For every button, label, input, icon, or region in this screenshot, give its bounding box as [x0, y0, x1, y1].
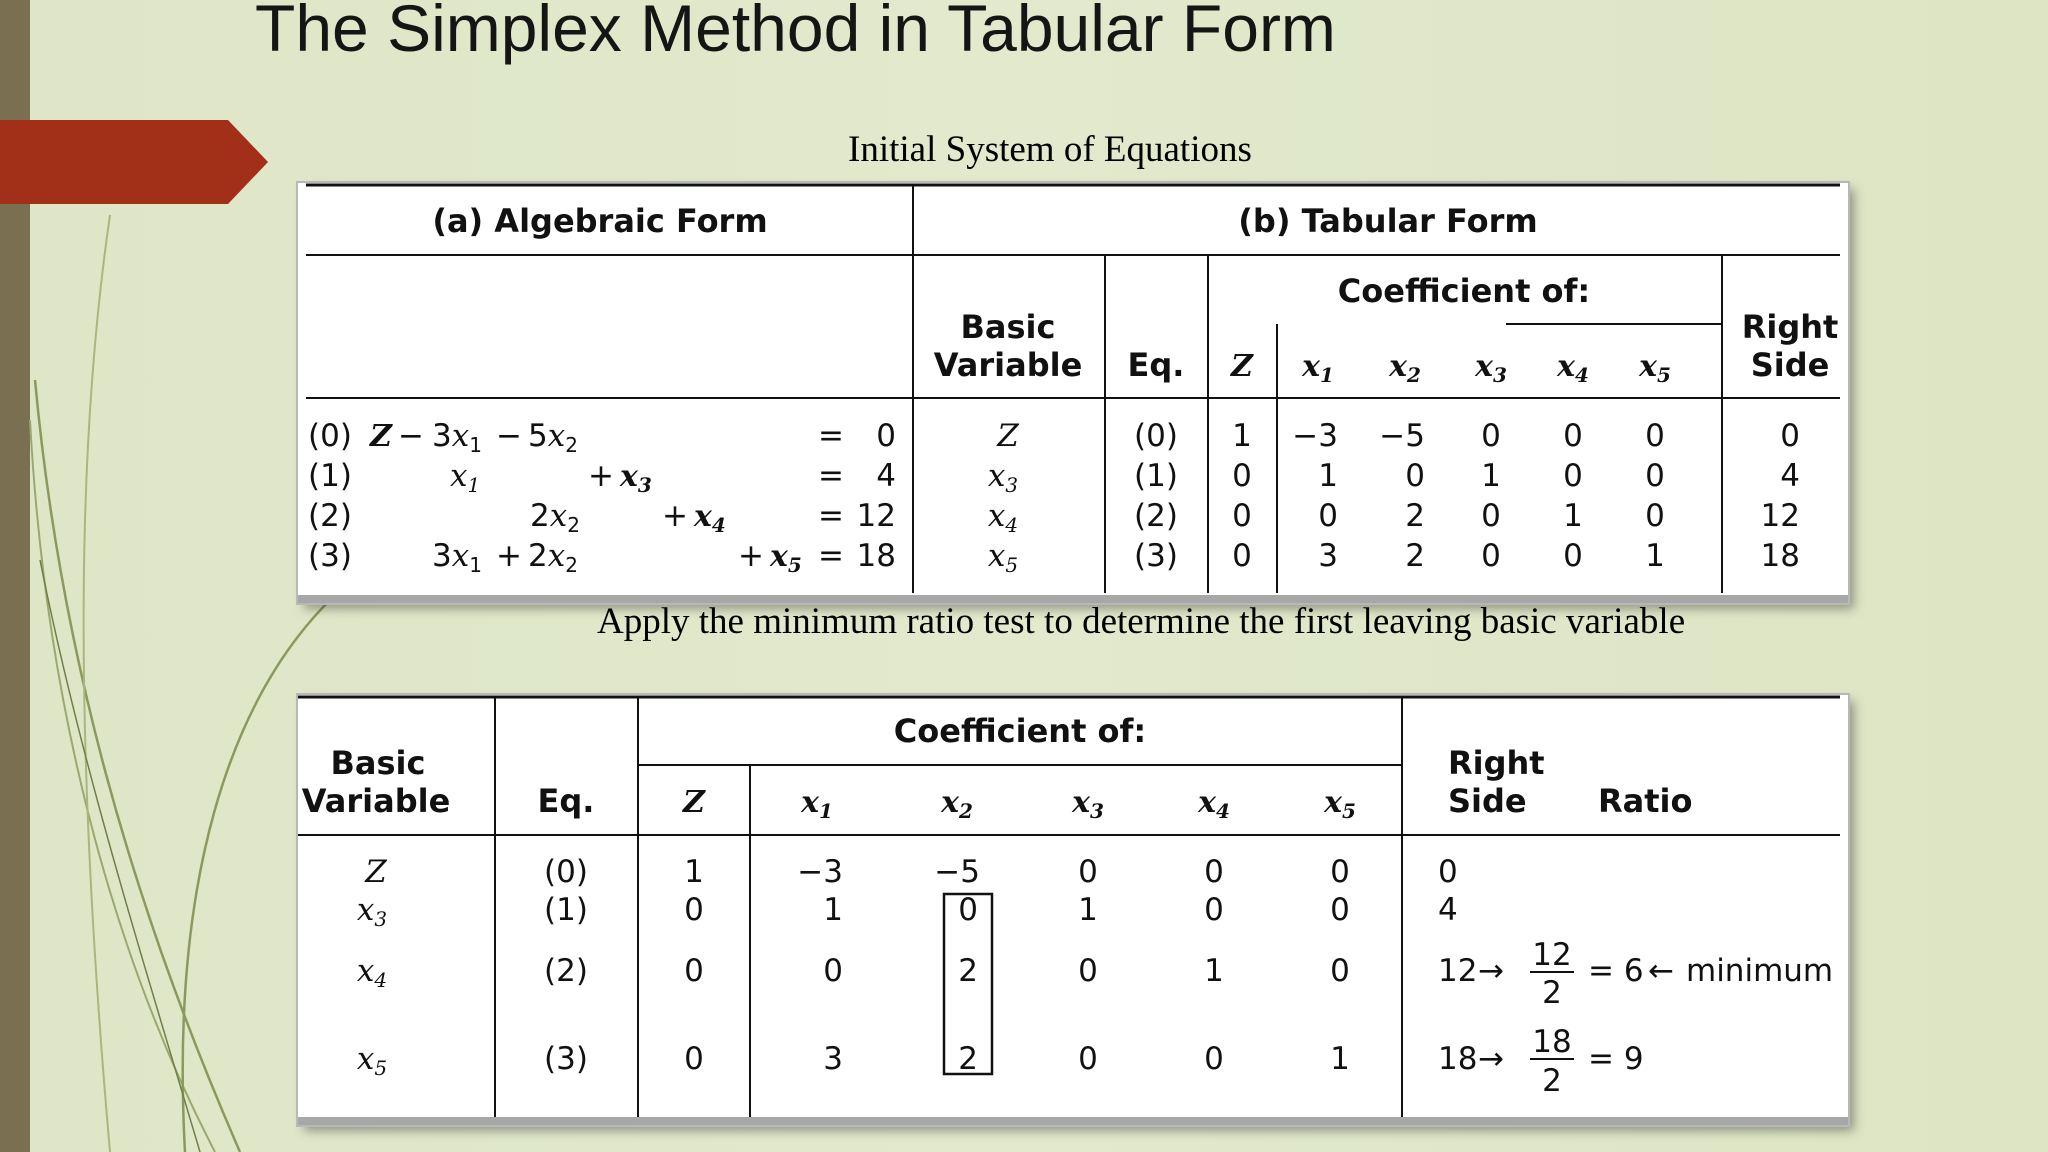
svg-text:0: 0 [1563, 538, 1583, 574]
svg-text:1: 1 [1563, 498, 1583, 534]
ratio-row-x4-num: 12 [1532, 937, 1572, 973]
svg-text:0: 0 [684, 953, 704, 989]
svg-text:−: − [398, 418, 424, 454]
svg-text:−3: −3 [1292, 418, 1338, 454]
t2-coef-var-headers [682, 785, 1356, 823]
header-right: Right [1741, 308, 1839, 346]
svg-text:0: 0 [1645, 418, 1665, 454]
caption-initial-system: Initial System of Equations [848, 129, 1252, 170]
svg-text:(0): (0) [544, 854, 588, 890]
t2-header-coefficient-of: Coefficient of: [893, 712, 1147, 750]
svg-text:1: 1 [1645, 538, 1665, 574]
svg-text:0: 0 [1645, 498, 1665, 534]
svg-text:0: 0 [1563, 458, 1583, 494]
alg-row-1-rhs: 4 [876, 458, 896, 494]
svg-text:0: 0 [1232, 538, 1252, 574]
svg-text:0: 0 [958, 892, 978, 928]
svg-text:=: = [818, 538, 844, 574]
svg-text:0: 0 [1330, 953, 1350, 989]
header-basic: Basic [960, 308, 1056, 346]
svg-text:0: 0 [1078, 854, 1098, 890]
ratio-row-x4-den: 2 [1542, 975, 1562, 1011]
svg-text:x5: $x_5$ [1324, 785, 1356, 823]
svg-text:4: 4 [1780, 458, 1800, 494]
svg-text:x1: x1 [450, 458, 481, 497]
svg-text:(2): (2) [544, 953, 588, 989]
svg-text:1: 1 [1481, 458, 1501, 494]
ratio-test-table [298, 695, 1848, 1125]
svg-text:1: 1 [1078, 892, 1098, 928]
svg-text:x4: $x_4$ [694, 499, 726, 537]
svg-text:Z: Z [1231, 349, 1253, 384]
svg-text:1: 1 [684, 854, 704, 890]
svg-text:0: 0 [1204, 854, 1224, 890]
svg-text:18: 18 [1760, 538, 1800, 574]
svg-text:2x2: 2x2 [530, 498, 580, 537]
svg-text:x4: x4 [356, 953, 388, 992]
alg-row-2-label: (2) [308, 498, 352, 534]
svg-text:0: 0 [684, 892, 704, 928]
svg-text:x2: $x_2$ [941, 785, 973, 823]
svg-text:2: 2 [958, 953, 978, 989]
svg-text:0: 0 [1481, 538, 1501, 574]
svg-text:→: → [1478, 953, 1504, 989]
t2-header-variable: Variable [301, 782, 451, 820]
svg-text:x3: x3 [356, 892, 388, 931]
svg-text:(0): (0) [1134, 418, 1178, 454]
svg-text:−5: −5 [1379, 418, 1425, 454]
svg-text:(1): (1) [544, 892, 588, 928]
slide-title: The Simplex Method in Tabular Form [255, 0, 1336, 65]
header-eq: Eq. [1127, 346, 1185, 384]
svg-text:1: 1 [1330, 1041, 1350, 1077]
alg-row-0-label: (0) [308, 418, 352, 454]
svg-text:5x2: 5x2 [528, 418, 578, 457]
alg-row-3-rhs: 18 [856, 538, 896, 574]
svg-text:18: 18 [1438, 1041, 1478, 1077]
ratio-row-x5-den: 2 [1542, 1063, 1562, 1099]
svg-text:1: 1 [1318, 458, 1338, 494]
caption-min-ratio-test: Apply the minimum ratio test to determine the first leaving basic variable [597, 601, 1686, 642]
t2-basic-variables [357, 854, 387, 1080]
svg-text:0: 0 [1232, 498, 1252, 534]
svg-text:−5: −5 [934, 854, 980, 890]
svg-text:0: 0 [1481, 418, 1501, 454]
minimum-label: minimum [1686, 953, 1834, 989]
svg-text:0: 0 [1563, 418, 1583, 454]
svg-text:Z: Z [683, 785, 705, 820]
ratio-row-x5 [1478, 1024, 1644, 1099]
red-arrow-shape [0, 120, 268, 204]
t2-header-ratio: Ratio [1598, 782, 1693, 820]
t2-header-side: Side [1448, 782, 1527, 820]
svg-text:1: 1 [1232, 418, 1252, 454]
svg-text:3x1: 3x1 [432, 418, 482, 457]
svg-text:0: 0 [1204, 1041, 1224, 1077]
svg-text:+: + [588, 458, 614, 494]
svg-text:0: 0 [1330, 854, 1350, 890]
alg-row-1-label: (1) [308, 458, 352, 494]
svg-text:x1: $x_1$ [1302, 349, 1334, 387]
svg-text:←: ← [1648, 953, 1674, 989]
svg-text:+: + [662, 498, 688, 534]
header-algebraic-form: (a) Algebraic Form [432, 202, 768, 240]
ratio-row-x4-result: = 6 [1588, 953, 1644, 989]
svg-text:+: + [496, 538, 522, 574]
svg-text:3: 3 [1318, 538, 1338, 574]
svg-text:−: − [496, 418, 522, 454]
header-coefficient-of: Coefficient of: [1337, 272, 1591, 310]
svg-text:12: 12 [1760, 498, 1800, 534]
svg-text:0: 0 [684, 1041, 704, 1077]
svg-text:+: + [738, 538, 764, 574]
svg-text:Z: Z [365, 854, 387, 890]
ratio-row-x5-result: = 9 [1588, 1041, 1644, 1077]
svg-text:−3: −3 [797, 854, 843, 890]
svg-text:(1): (1) [1134, 458, 1178, 494]
svg-text:x4: $x_4$ [1198, 785, 1230, 823]
svg-text:12: 12 [1438, 953, 1478, 989]
svg-text:0: 0 [1405, 458, 1425, 494]
svg-text:1: 1 [823, 892, 843, 928]
svg-text:x5: $x_5$ [1639, 349, 1671, 387]
svg-text:4: 4 [1438, 892, 1458, 928]
alg-row-0-rhs: 0 [876, 418, 896, 454]
ratio-row-x4 [1478, 937, 1833, 1011]
coef-var-headers [1230, 349, 1671, 387]
svg-text:2x2: 2x2 [528, 538, 578, 577]
svg-text:0: 0 [823, 953, 843, 989]
alg-row-3-label: (3) [308, 538, 352, 574]
svg-text:0: 0 [1780, 418, 1800, 454]
svg-text:2: 2 [1405, 498, 1425, 534]
svg-text:0: 0 [1438, 854, 1458, 890]
t2-data [544, 854, 1477, 1077]
svg-text:x5: x5 [356, 1041, 388, 1080]
svg-text:=: = [818, 418, 844, 454]
t2-header-right: Right [1448, 744, 1545, 782]
svg-text:→: → [1478, 1041, 1504, 1077]
svg-text:0: 0 [1078, 953, 1098, 989]
svg-text:=: = [818, 458, 844, 494]
t1-data [1134, 418, 1800, 574]
svg-text:0: 0 [1078, 1041, 1098, 1077]
svg-text:x3: x3 [987, 458, 1019, 497]
svg-text:x5: x5 [987, 538, 1019, 577]
svg-text:Z: Z [370, 419, 392, 454]
svg-text:(3): (3) [544, 1041, 588, 1077]
svg-text:x3: $x_3$ [1072, 785, 1104, 823]
t1-basic-variables [988, 418, 1019, 577]
svg-text:0: 0 [1645, 458, 1665, 494]
svg-text:x2: $x_2$ [1389, 349, 1421, 387]
svg-text:Z: Z [997, 418, 1019, 454]
svg-text:1: 1 [1204, 953, 1224, 989]
svg-text:0: 0 [1204, 892, 1224, 928]
svg-text:0: 0 [1232, 458, 1252, 494]
header-side: Side [1750, 346, 1830, 384]
ratio-row-x5-num: 18 [1532, 1024, 1572, 1060]
svg-text:(3): (3) [1134, 538, 1178, 574]
t2-header-basic: Basic [330, 744, 426, 782]
svg-text:(2): (2) [1134, 498, 1178, 534]
t2-header-eq: Eq. [537, 782, 595, 820]
svg-text:x1: $x_1$ [801, 785, 833, 823]
header-tabular-form: (b) Tabular Form [1238, 202, 1538, 240]
svg-text:x4: $x_4$ [1557, 349, 1589, 387]
svg-text:x3: $x_3$ [620, 459, 652, 497]
svg-text:2: 2 [1405, 538, 1425, 574]
svg-text:3: 3 [823, 1041, 843, 1077]
initial-system-table [298, 183, 1848, 603]
svg-text:0: 0 [1318, 498, 1338, 534]
svg-text:x4: x4 [987, 498, 1019, 537]
svg-text:x3: $x_3$ [1475, 349, 1507, 387]
svg-text:x5: $x_5$ [770, 539, 802, 577]
svg-text:=: = [818, 498, 844, 534]
header-variable: Variable [933, 346, 1083, 384]
svg-text:2: 2 [958, 1041, 978, 1077]
svg-text:0: 0 [1481, 498, 1501, 534]
svg-text:3x1: 3x1 [432, 538, 482, 577]
algebraic-equations [308, 418, 896, 577]
svg-text:0: 0 [1330, 892, 1350, 928]
alg-row-2-rhs: 12 [856, 498, 896, 534]
